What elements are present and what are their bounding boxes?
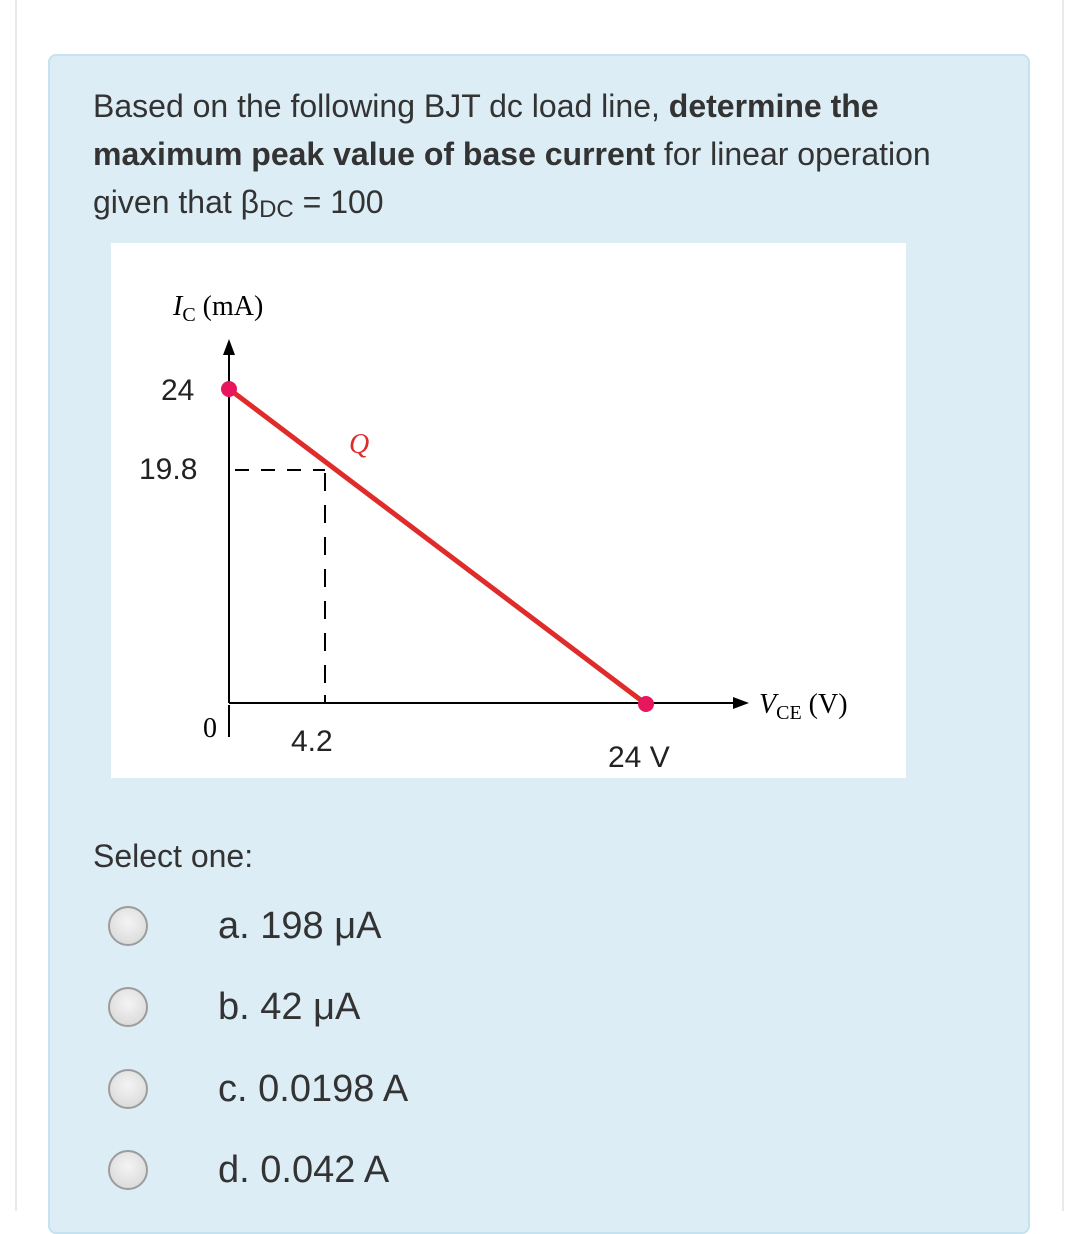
option-b-label: b. 42 μA [218,986,361,1028]
load-line-svg [111,243,906,778]
x-axis-arrow [733,697,749,709]
y-tick-24: 24 [161,374,195,407]
radio-button-a[interactable] [108,906,148,946]
question-part-4: = 100 [293,184,384,220]
option-d-label: d. 0.042 A [218,1149,390,1191]
option-c[interactable] [108,1063,608,1123]
option-d[interactable] [108,1144,608,1204]
question-part-3: for linear operation given that β [93,136,931,220]
option-a-label: a. 198 μA [218,905,382,947]
y-tick-19-8: 19.8 [139,453,198,486]
load-line-figure [111,243,906,778]
x-tick-4-2: 4.2 [291,725,333,758]
question-part-2: determine the maximum peak value of base current [93,88,879,172]
vce-cutoff-point [638,696,654,712]
question-beta-subscript: DC [259,196,294,223]
radio-button-d[interactable] [108,1150,148,1190]
left-border-line [15,0,17,1211]
ic-sat-point [221,381,237,397]
right-border-line [1062,0,1064,1211]
option-b[interactable] [108,981,608,1041]
question-part-1: Based on the following BJT dc load line, [93,88,660,124]
q-point-label: Q [349,429,370,460]
y-axis-label: $I_C$ (mA) [173,291,264,326]
dc-load-line [229,389,646,704]
y-axis-arrow [223,339,235,355]
select-one-label: Select one: [93,838,254,874]
x-tick-0: 0 [203,713,217,744]
option-a[interactable] [108,900,608,960]
question-text [93,82,933,226]
radio-button-c[interactable] [108,1069,148,1109]
option-c-label: c. 0.0198 A [218,1068,409,1110]
x-axis-label: $V_{CE}$ (V) [759,689,848,724]
x-tick-24: 24 V [608,741,670,774]
radio-button-b[interactable] [108,987,148,1027]
